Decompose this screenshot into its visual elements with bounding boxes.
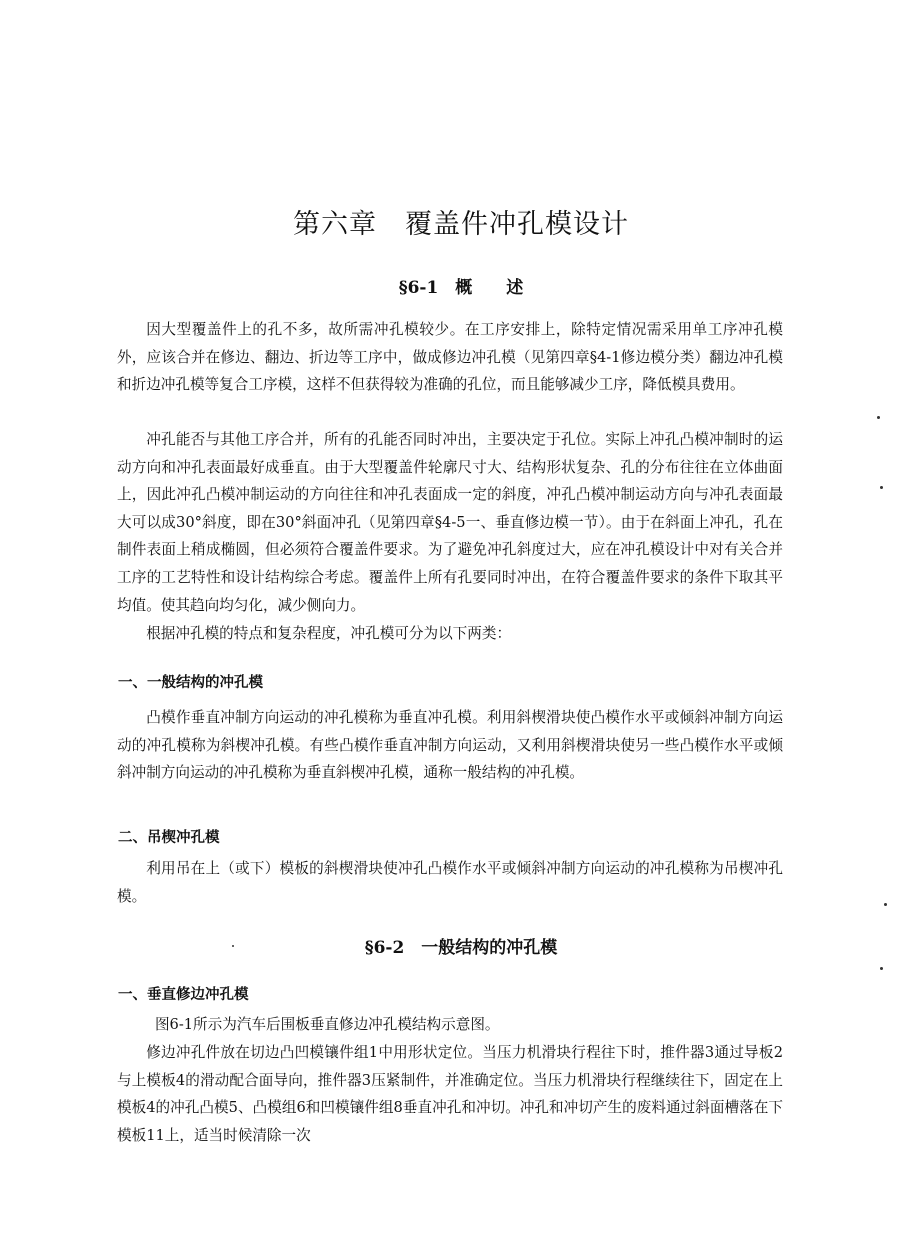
section-title-6-2: §6-2 一般结构的冲孔模 <box>364 938 558 958</box>
paragraph-overview-1: 因大型覆盖件上的孔不多，故所需冲孔模较少。在工序安排上，除特定情况需采用单工序冲孔模外，应该合并在修边、翻边、折边等工序中，做成修边冲孔模（见第四章§4-1修边模分类）翻边冲孔模和折边冲孔模等复合工序模，这样不但获得较为准确的孔位，而且能够减少工序，降低模具费用。 <box>117 321 783 394</box>
scan-speck <box>880 967 883 970</box>
paragraph-overview-3: 根据冲孔模的特点和复杂程度，冲孔模可分为以下两类： <box>146 625 512 642</box>
paragraph-overview-2: 冲孔能否与其他工序合并，所有的孔能否同时冲出，主要决定于孔位。实际上冲孔凸模冲制时的运动方向和冲孔表面最好成垂直。由于大型覆盖件轮廓尺寸大、结构形状复杂、孔的分布往往在立体曲面上，因此冲孔凸模冲制运动的方向往往和冲孔表面成一定的斜度，冲孔凸模冲制运动方向与冲孔表面最大可以成30°斜度，即在30°斜面冲孔（见第四章§4-5一、垂直修边模一节）。由于在斜面上冲孔，孔在制件表面上稍成椭圆，但必须符合覆盖件要求。为了避免冲孔斜度过大，应在冲孔模设计中对有关合并工序的工艺特性和设计结构综合考虑。覆盖件上所有孔要同时冲出，在符合覆盖件要求的条件下取其平均值。使其趋向均匀化，减少侧向力。 <box>117 431 783 614</box>
scan-speck <box>232 945 234 947</box>
scan-speck <box>880 486 883 489</box>
paragraph-trim-punch-operation: 修边冲孔件放在切边凸凹模镶件组1中用形状定位。当压力机滑块行程往下时，推件器3通过导板2与上模板4的滑动配合面导向，推件器3压紧制件，并准确定位。当压力机滑块行程继续往下，固定在上模板4的冲孔凸模5、凸模组6和凹模镶件组8垂直冲孔和冲切。冲孔和冲切产生的废料通过斜面槽落在下模板11上，适当时候清除一次 <box>117 1044 783 1144</box>
subheading-general-punch-die: 一、一般结构的冲孔模 <box>118 674 263 691</box>
subheading-vertical-trim-punch: 一、垂直修边冲孔模 <box>118 986 249 1003</box>
chapter-title: 第六章 覆盖件冲孔模设计 <box>293 209 629 240</box>
paragraph-general-punch-die: 凸模作垂直冲制方向运动的冲孔模称为垂直冲孔模。利用斜楔滑块使凸模作水平或倾斜冲制方向运动的冲孔模称为斜楔冲孔模。有些凸模作垂直冲制方向运动，又利用斜楔滑块使另一些凸模作水平或倾斜冲制方向运动的冲孔模称为垂直斜楔冲孔模，通称一般结构的冲孔模。 <box>117 709 783 782</box>
subheading-hanging-wedge-die: 二、吊楔冲孔模 <box>118 829 220 846</box>
paragraph-hanging-wedge-die: 利用吊在上（或下）模板的斜楔滑块使冲孔凸模作水平或倾斜冲制方向运动的冲孔模称为吊楔冲孔模。 <box>117 860 783 905</box>
scan-speck <box>877 416 880 419</box>
paragraph-figure-6-1: 图6-1所示为汽车后围板垂直修边冲孔模结构示意图。 <box>154 1016 500 1033</box>
section-title-6-1: §6-1 概 述 <box>398 278 524 298</box>
scan-speck <box>884 903 887 906</box>
